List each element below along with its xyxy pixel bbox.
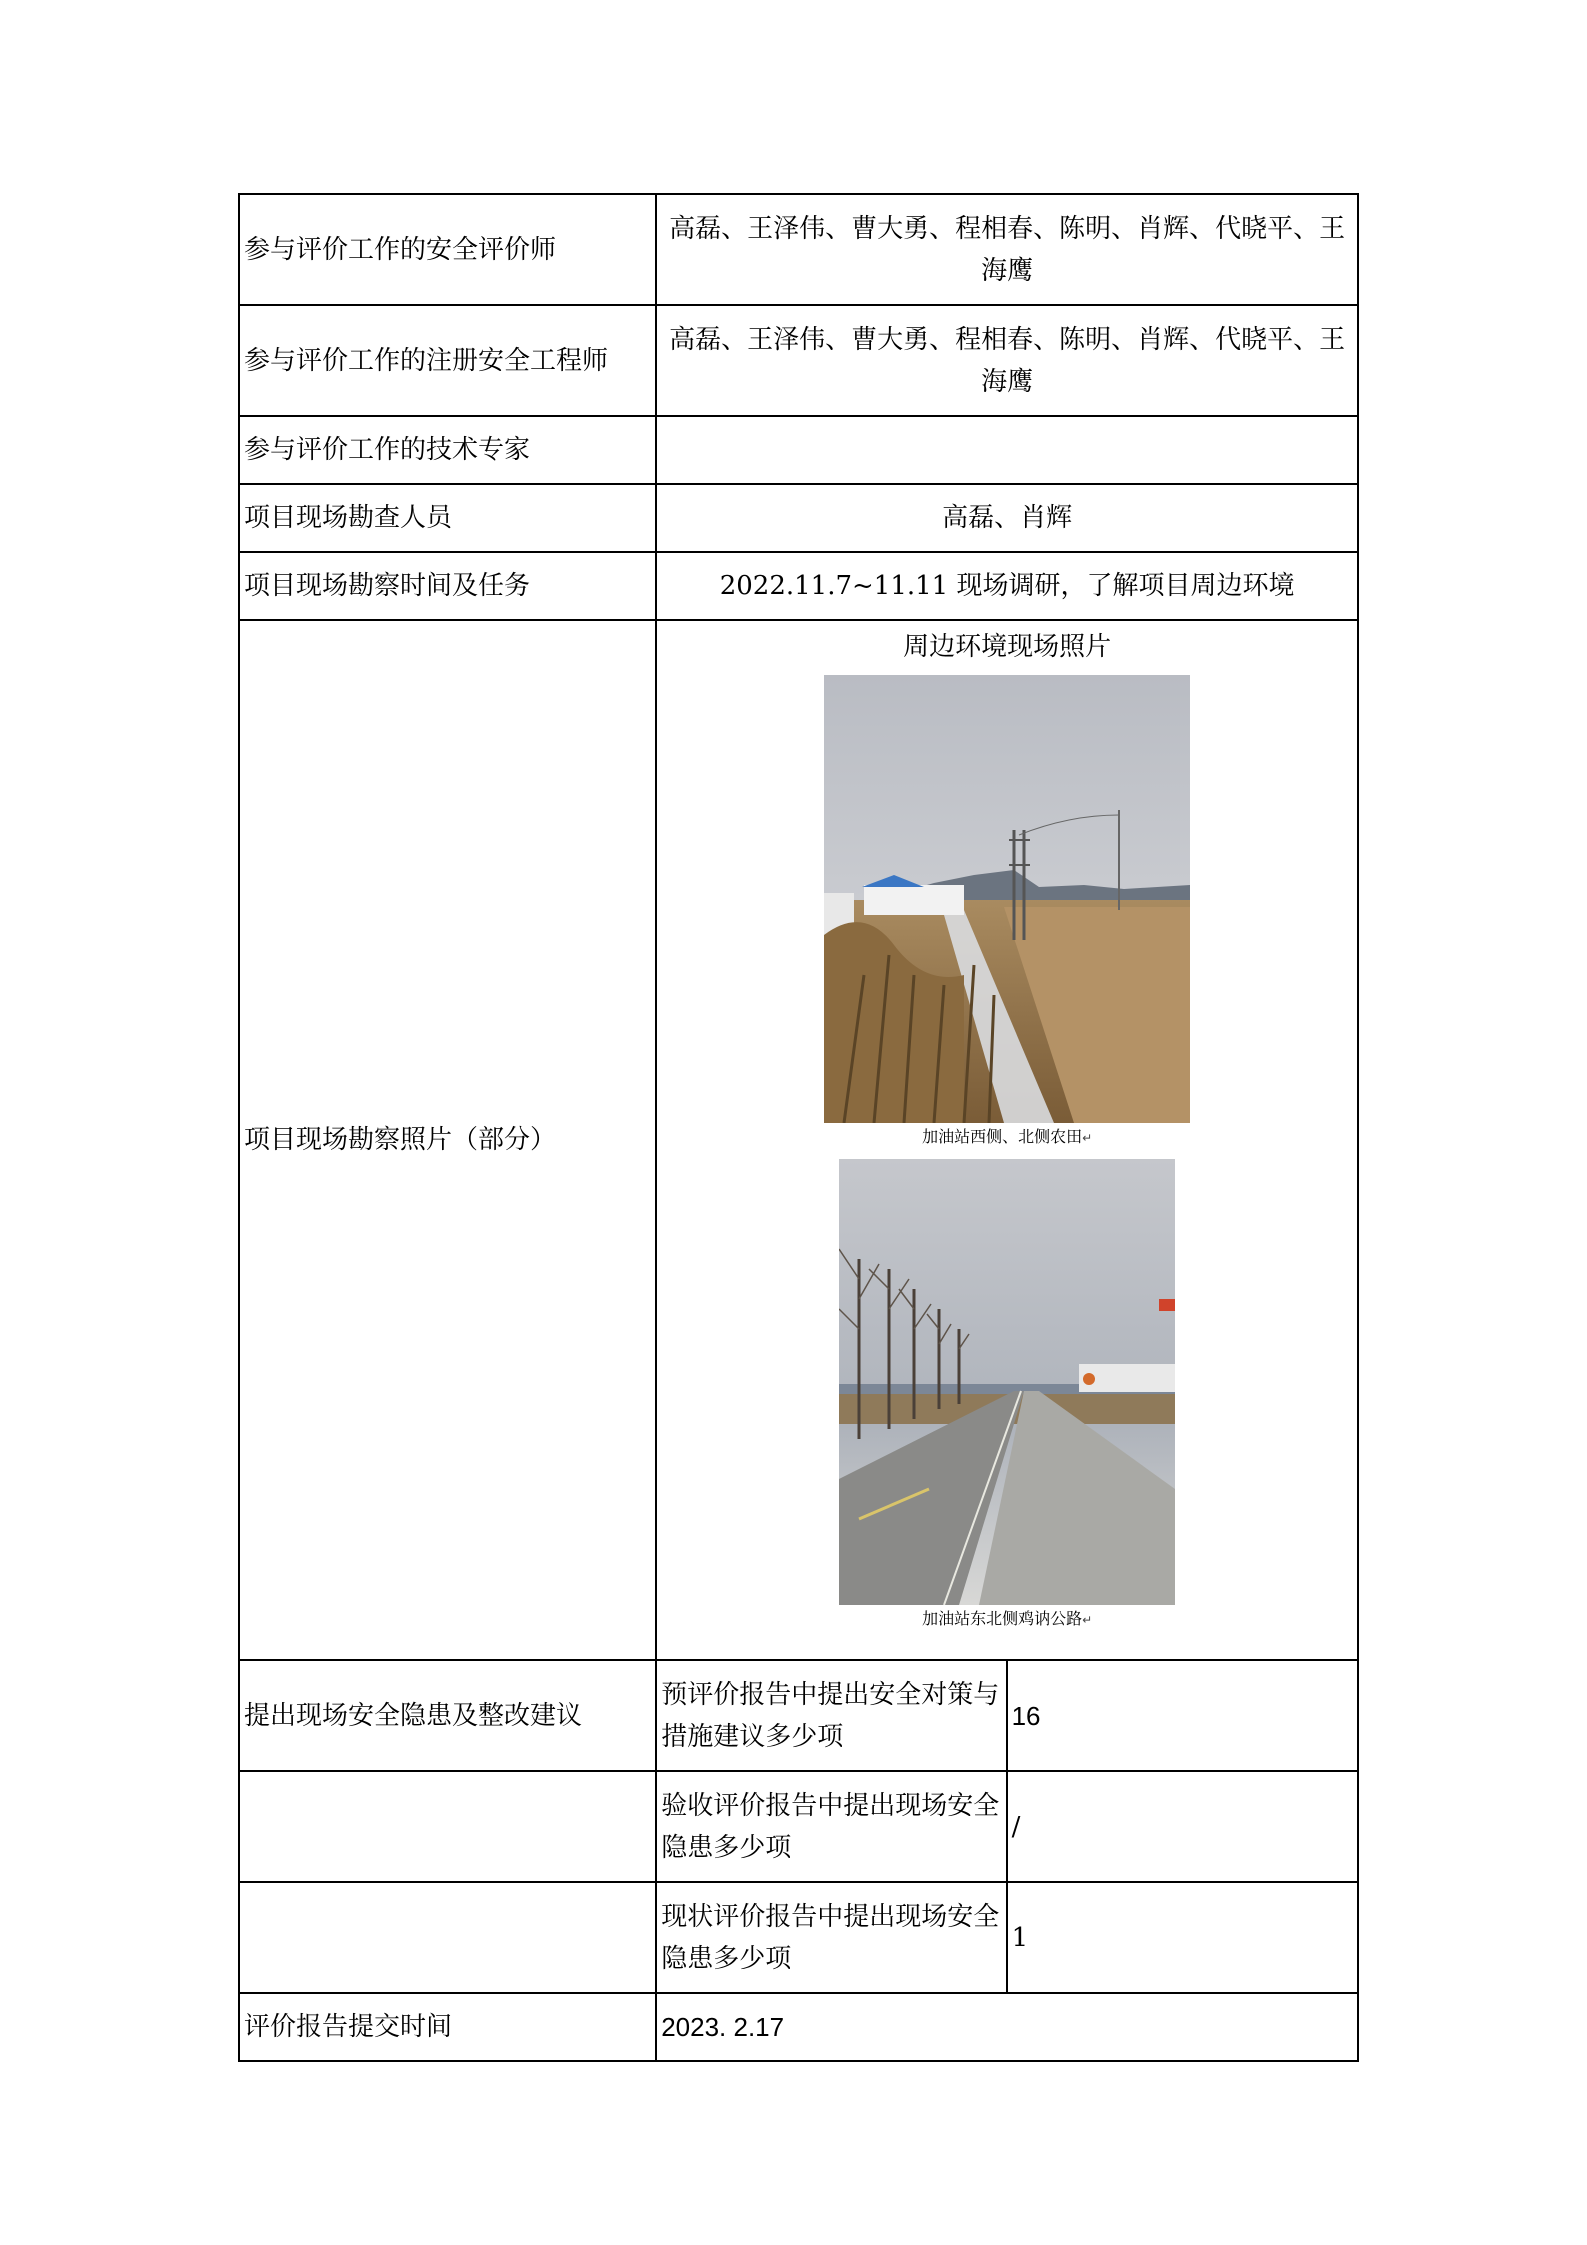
- value-safety-assessors: 高磊、王泽伟、曹大勇、程相春、陈明、肖辉、代晓平、王海鹰: [656, 194, 1358, 305]
- value-site-inspectors: 高磊、肖辉: [656, 484, 1358, 552]
- paragraph-mark-icon: ↵: [1082, 1613, 1093, 1627]
- row-safety-assessors: [239, 194, 1358, 305]
- row-hazards-accept-eval: [239, 1771, 1358, 1882]
- paragraph-mark-icon: ↵: [1082, 1131, 1093, 1145]
- label-hazards: 提出现场安全隐患及整改建议: [239, 1660, 656, 1771]
- label-submit-time: 评价报告提交时间: [239, 1993, 656, 2061]
- value-registered-engineers: 高磊、王泽伟、曹大勇、程相春、陈明、肖辉、代晓平、王海鹰: [656, 305, 1358, 416]
- answer-accept-eval: /: [1007, 1771, 1358, 1882]
- photo-road: [839, 1159, 1175, 1605]
- label-survey-time: 项目现场勘察时间及任务: [239, 552, 656, 620]
- row-site-inspectors: [239, 484, 1358, 552]
- photo-road-caption: 加油站东北侧鸡讷公路↵: [922, 1611, 1093, 1628]
- label-empty-status: [239, 1882, 656, 1993]
- photo-farmland: [824, 675, 1190, 1123]
- value-tech-experts: [656, 416, 1358, 484]
- row-survey-time: [239, 552, 1358, 620]
- row-submit-time: [239, 1993, 1358, 2061]
- row-registered-engineers: [239, 305, 1358, 416]
- label-tech-experts: 参与评价工作的技术专家: [239, 416, 656, 484]
- label-empty-accept: [239, 1771, 656, 1882]
- row-hazards-pre-eval: [239, 1660, 1358, 1771]
- question-status-eval: 现状评价报告中提出现场安全隐患多少项: [656, 1882, 1006, 1993]
- photos-title: 周边环境现场照片: [903, 632, 1112, 662]
- label-registered-engineers: 参与评价工作的注册安全工程师: [239, 305, 656, 416]
- value-submit-time: 2023. 2.17: [656, 1993, 1358, 2061]
- label-photos: 项目现场勘察照片（部分）: [239, 620, 656, 1660]
- row-tech-experts: [239, 416, 1358, 484]
- label-site-inspectors: 项目现场勘查人员: [239, 484, 656, 552]
- row-photos: [239, 620, 1358, 1660]
- evaluation-info-table: [238, 193, 1359, 2062]
- value-survey-time: 2022.11.7~11.11 现场调研，了解项目周边环境: [656, 552, 1358, 620]
- label-safety-assessors: 参与评价工作的安全评价师: [239, 194, 656, 305]
- question-accept-eval: 验收评价报告中提出现场安全隐患多少项: [656, 1771, 1006, 1882]
- question-pre-eval: 预评价报告中提出安全对策与措施建议多少项: [656, 1660, 1006, 1771]
- photos-cell: [656, 620, 1358, 1660]
- answer-pre-eval: 16: [1007, 1660, 1358, 1771]
- photo-farmland-caption: 加油站西侧、北侧农田↵: [922, 1129, 1093, 1146]
- row-hazards-status-eval: [239, 1882, 1358, 1993]
- answer-status-eval: 1: [1007, 1882, 1358, 1993]
